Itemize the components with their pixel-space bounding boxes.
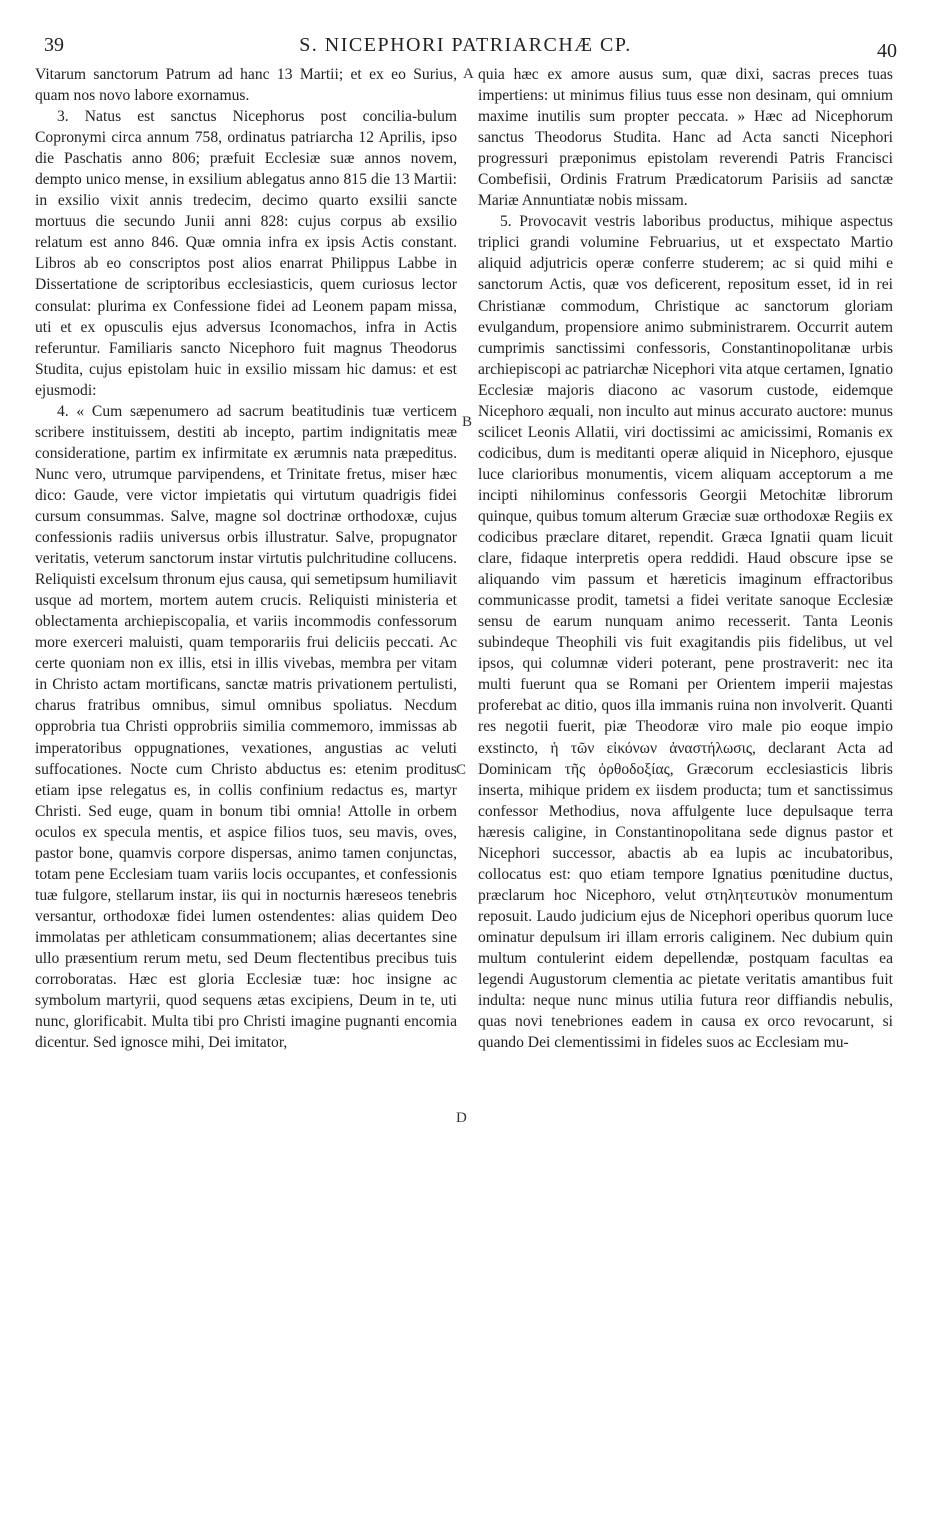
paragraph: 5. Provocavit vestris laboribus productus, mihique aspectus triplici grandi volumine Februarius, ut et exspectato Martio aliquid adjutricis operæ conferre studerem; ac si quid mihi e sanctorum Actis, quæ vos deficerent, repositum esset, id in rei Christianæ commodum, Christique ac sanctorum gloriam evulgandum, propensiore animo subministrarem. Occurrit autem cumprimis sanctissimi confessoris, Constantinopolitanæ urbis archiepiscopi ac patriarchæ Nicephori vita atque certamen, Ignatio Ecclesiæ majoris diacono ac vasorum custode, eidemque Nicephoro æquali, non inculto aut minus accurato auctore: munus scilicet Leonis Allatii, viri doctissimi ac amicissimi, Romanis ex codicibus, dum is meditanti operæ aliquid in Nicephoro, ejusque luce clarioribus monumentis, vicem aliquam acceptorum a me incipti nihilominus confessoris Georgii Metochitæ librorum quinque, quibus tomum alterum Græciæ suæ orthodoxæ Regiis ex codicibus præclare ditaret, rependit. Græca Ignatii quam licuit clare, fidaque interpretis opera reddidi. Haud obscure ipse se aliquando vim passum et hæreticis imaginum effractoribus communicasse prodit, tametsi a fidei veritate sanoque Ecclesiæ sensu de earum nunquam animo recesserit. Tanta Leonis subindeque Theophili vis fuit exagitandis piis fidelibus, ut vel ipsos, qui columnæ videri poterant, pene prostraverit: nec ita multi fuerunt qua se Romani per Orientem imperii majestas proferebat ac ditio, quos illa immanis ruina non involverit. Quanti res negotii fuerit, piæ Theodoræ viro male pio eoque impio exstincto, ἡ τῶν εἰκόνων ἀναστήλωσις, declarant Acta ad Dominicam τῆς ὀρθοδοξίας, Græcorum ecclesiasticis libris inserta, mihique pridem ex iisdem producta; tum et sanctissimus confessor Methodius, nova affulgente luce depulsaque terra hæresis caligine, in Constantinopolitana sede dignus pastor et Nicephori successor, abactis ab ea lupis ac incubatoribus, collocatus est: quo etiam tempore Ignatius pœnitudine ductus, præclarum hoc Nicephoro, velut στηλητευτικὸν monumentum reposuit. Laudo judicium ejus de Nicephori operibus quorum luce ominatur depulsum iri illam erroris caliginem. Nec dubium quin multum contulerint eidem depellendæ, postquam facultas ea legendi Augustorum clementia ac pietate veritatis amantibus fuit indulta: neque nunc minus utilia futura reor diffiandis nebulis, quas novi tenebriones eadem in causa ex orco revocarunt, si quando Dei clementissimi in fideles suos ac Ecclesiam mu-	[478, 213, 893, 1052]
margin-marker-b: B	[462, 414, 473, 430]
right-column-number: 40	[877, 40, 897, 62]
running-title: S. NICEPHORI PATRIARCHÆ CP.	[299, 34, 632, 56]
paragraph: 4. « Cum sæpenumero ad sacrum beatitudinis tuæ verticem scribere instituissem, destiti ab incepto, partim indignitatis meæ consideratione, partim ex infirmitate ex ærumnis nata præpeditus. Nunc vero, utrumque parvipendens, et Trinitate fretus, miser hæc dico: Gaude, vere victor impietatis qui virtutum quadrigis fidei cursum consummas. Salve, magne sol doctrinæ orthodoxæ, cujus confessionis radiis universus orbis illustratur. Salve, propugnator veritatis, veterum sanctorum instar virtutis pulchritudine collucens. Reliquisti excelsum thronum ejus causa, qui semetipsum humiliavit usque ad mortem, mortem autem crucis. Reliquisti ministeria et oblectamenta archiepiscopalia, et variis incommodis confessorum more exerceri maluisti, quam temporariis frui deliciis peccati. Ac certe quoniam non ex illis, etsi in illis vivebas, membra per vitam in Christo actam mortificans, sanctæ matris privationem pertulisti, charus fratribus omnibus, simul omnibus spoliatus. Necdum opprobria tua Christi opprobriis similia commemoro, immissas ab imperatoribus oppugnationes, vexationes, angustias ac veluti suffocationes. Nocte cum Christo abductus es: etenim proditus etiam ipse relegatus es, in collis confinium redactus es, martyr Christi. Sed euge, quam in bonum tibi omnia! Attolle in orbem oculos ex specula mentis, et aspice filios tuos, seu mavis, oves, pastor bone, quamvis corpore dispersas, animo tamen conjunctas, totam pene Ecclesiam tuam variis locis occupantes, et confessionis tuæ fulgore, stellarum instar, iis qui in nocturnis hæreseos tenebris versantur, orthodoxæ fidei lumen ostendentes: alias quidem Deo immolatas per athleticam consummationem; alias decertantes sine ullo præsentium rerum metu, sed Deum flectentibus precibus tuis corroboratas. Hæc est gloria Ecclesiæ tuæ: hoc insigne ac symbolum martyrii, quod sequens ætas excipiens, Deum in te, uti nunc, glorificabit. Multa tibi pro Christi imagine pugnanti encomia dicentur. Sed ignosce mihi, Dei imitator,	[35, 402, 457, 1052]
paragraph: quia hæc ex amore ausus sum, quæ dixi, sacras preces tuas impertiens: ut minimus filius tuus esse non desinam, qui omnium maxime inutilis sum propter peccata. » Hæc ad Nicephorum sanctus Theodorus Studita. Hanc ad Acta sancti Nicephori progressuri præponimus epistolam reverendi Patris Francisci Combefisii, Ordinis Fratrum Prædicatorum Parisiis ad sanctæ Mariæ Annuntiatæ nobis missam.	[478, 66, 893, 210]
left-text-column	[35, 64, 457, 1053]
margin-marker-a: A	[463, 66, 474, 82]
paragraph: Vitarum sanctorum Patrum ad hanc 13 Martii; et ex eo Surius, quam nos novo labore exornamus.	[35, 66, 457, 105]
paragraph: 3. Natus est sanctus Nicephorus post concilia-bulum Copronymi circa annum 758, ordinatus patriarcha 12 Aprilis, ipso die Paschatis anno 806; præfuit Ecclesiæ suæ annos novem, dempto unico mense, in exsilium ablegatus anno 815 die 13 Martii: in exsilio vixit annis tredecim, decimo quarto exsilii sancte mortuus die secundo Junii anni 828: cujus corpus ab exsilio relatum est anno 846. Quæ omnia infra ex ipsis Actis constant. Libros ab eo conscriptos post alios enarrat Philippus Labbe in Dissertatione de scriptoribus ecclesiasticis, quem curiosus lector consulat: plurima ex Confessione fidei ad Leonem papam missa, uti et ex opusculis ejus adversus Iconomachos, infra in Actis referuntur. Familiaris sancto Nicephoro fuit magnus Theodorus Studita, cujus epistolam huic in exsilio missam hic damus: et est ejusmodi:	[35, 108, 457, 399]
right-text-column	[478, 64, 893, 1053]
page-header	[0, 34, 931, 64]
left-column-number: 39	[44, 34, 64, 56]
margin-marker-d: D	[456, 1110, 467, 1126]
margin-marker-c: C	[456, 762, 467, 778]
